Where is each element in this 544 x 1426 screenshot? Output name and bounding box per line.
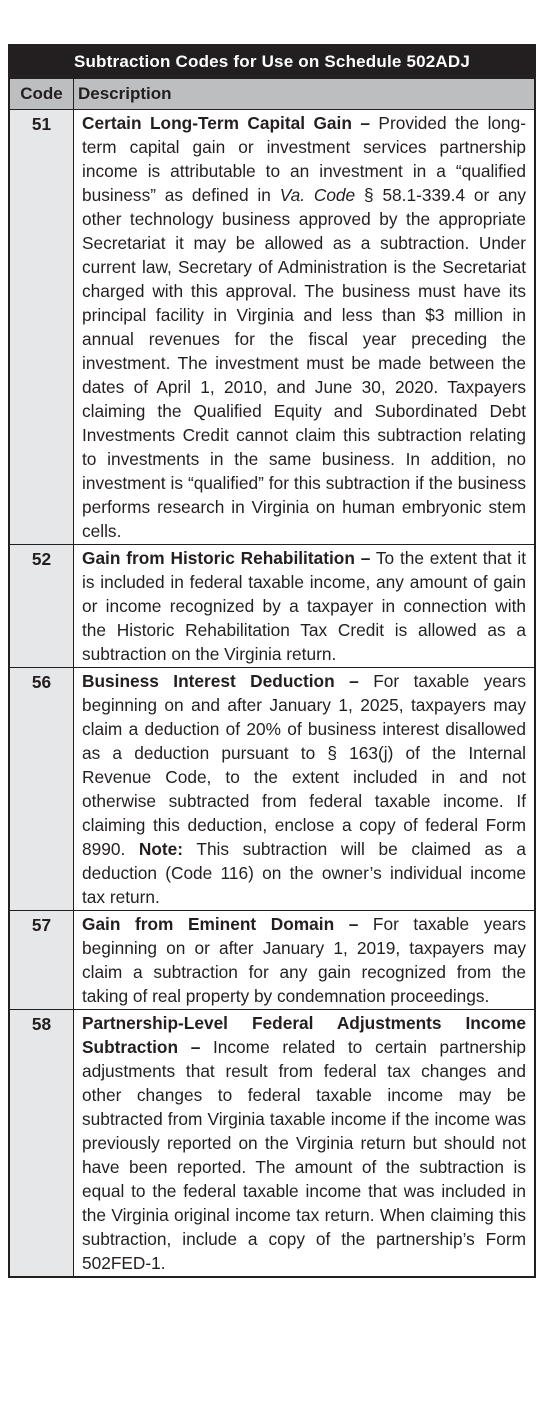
row-note-label: Note: bbox=[138, 839, 184, 859]
table-row bbox=[10, 911, 535, 1010]
header-row bbox=[10, 79, 535, 110]
row-text: Provided the long-term capital gain or investment services partnership income is attributable to an investment in a “qualified business” as defined in bbox=[82, 113, 526, 205]
row-description bbox=[74, 545, 535, 668]
row-title: Partnership-Level Federal Adjustments Income Subtraction – bbox=[82, 1013, 526, 1057]
row-description bbox=[74, 1010, 535, 1277]
row-title: Gain from Eminent Domain – bbox=[82, 914, 359, 934]
code-column-header: Code bbox=[10, 79, 74, 110]
codes-grid bbox=[9, 79, 535, 1277]
row-code: 58 bbox=[10, 1010, 74, 1277]
row-text-continued: § 58.1-339.4 or any other technology business approved by the appropriate Secretariat it may be allowed as a subtraction. Under current law, Secretary of Administration is the Secretariat charged with this approval. The business must have its principal facility in Virginia and less than $3 million in annual revenues for the fiscal year preceding the investment. The investment must be made between the dates of April 1, 2010, and June 30, 2020. Taxpayers claiming the Qualified Equity and Subordinated Debt Investments Credit cannot claim this subtraction relating to investments in the same business. In addition, no investment is “qualified” for this subtraction if the business performs research in Virginia on human embryonic stem cells. bbox=[82, 185, 526, 541]
row-description bbox=[74, 110, 535, 545]
row-code: 52 bbox=[10, 545, 74, 668]
row-code: 56 bbox=[10, 668, 74, 911]
row-text-continued: This subtraction will be claimed as a deduction (Code 116) on the owner’s individual income tax return. bbox=[82, 839, 527, 907]
row-text: Income related to certain partnership adjustments that result from federal tax changes and other changes to federal taxable income may be subtracted from Virginia taxable income if the income was previously reported on the Virginia return but should not have been reported. The amount of the subtraction is equal to the federal taxable income that was included in the Virginia original income tax return. When claiming this subtraction, include a copy of the partnership’s Form 502FED-1. bbox=[82, 1037, 526, 1273]
table-row bbox=[10, 110, 535, 545]
row-text: For taxable years beginning on or after January 1, 2019, taxpayers may claim a subtraction for any gain recognized from the taking of real property by condemnation proceedings. bbox=[82, 914, 527, 1006]
description-column-header: Description bbox=[74, 79, 535, 110]
table-row bbox=[10, 1010, 535, 1277]
row-text: To the extent that it is included in federal taxable income, any amount of gain or income recognized by a taxpayer in connection with the Historic Rehabilitation Tax Credit is allowed as a subtraction on the Virginia return. bbox=[82, 548, 526, 664]
table-title: Subtraction Codes for Use on Schedule 502ADJ bbox=[9, 45, 535, 79]
row-title: Business Interest Deduction – bbox=[82, 671, 359, 691]
row-citation: Va. Code bbox=[279, 185, 356, 205]
row-description bbox=[74, 668, 535, 911]
row-description bbox=[74, 911, 535, 1010]
row-code: 57 bbox=[10, 911, 74, 1010]
table-row bbox=[10, 668, 535, 911]
row-title: Gain from Historic Rehabilitation – bbox=[82, 548, 371, 568]
subtraction-codes-table bbox=[8, 44, 536, 1278]
row-code: 51 bbox=[10, 110, 74, 545]
table-row bbox=[10, 545, 535, 668]
row-title: Certain Long-Term Capital Gain – bbox=[82, 113, 370, 133]
row-text: For taxable years beginning on and after January 1, 2025, taxpayers may claim a deduction of 20% of business interest disallowed as a deduction pursuant to § 163(j) of the Internal Revenue Code, to the extent included in and not otherwise subtracted from federal taxable income. If claiming this deduction, enclose a copy of federal Form 8990. bbox=[82, 671, 527, 859]
